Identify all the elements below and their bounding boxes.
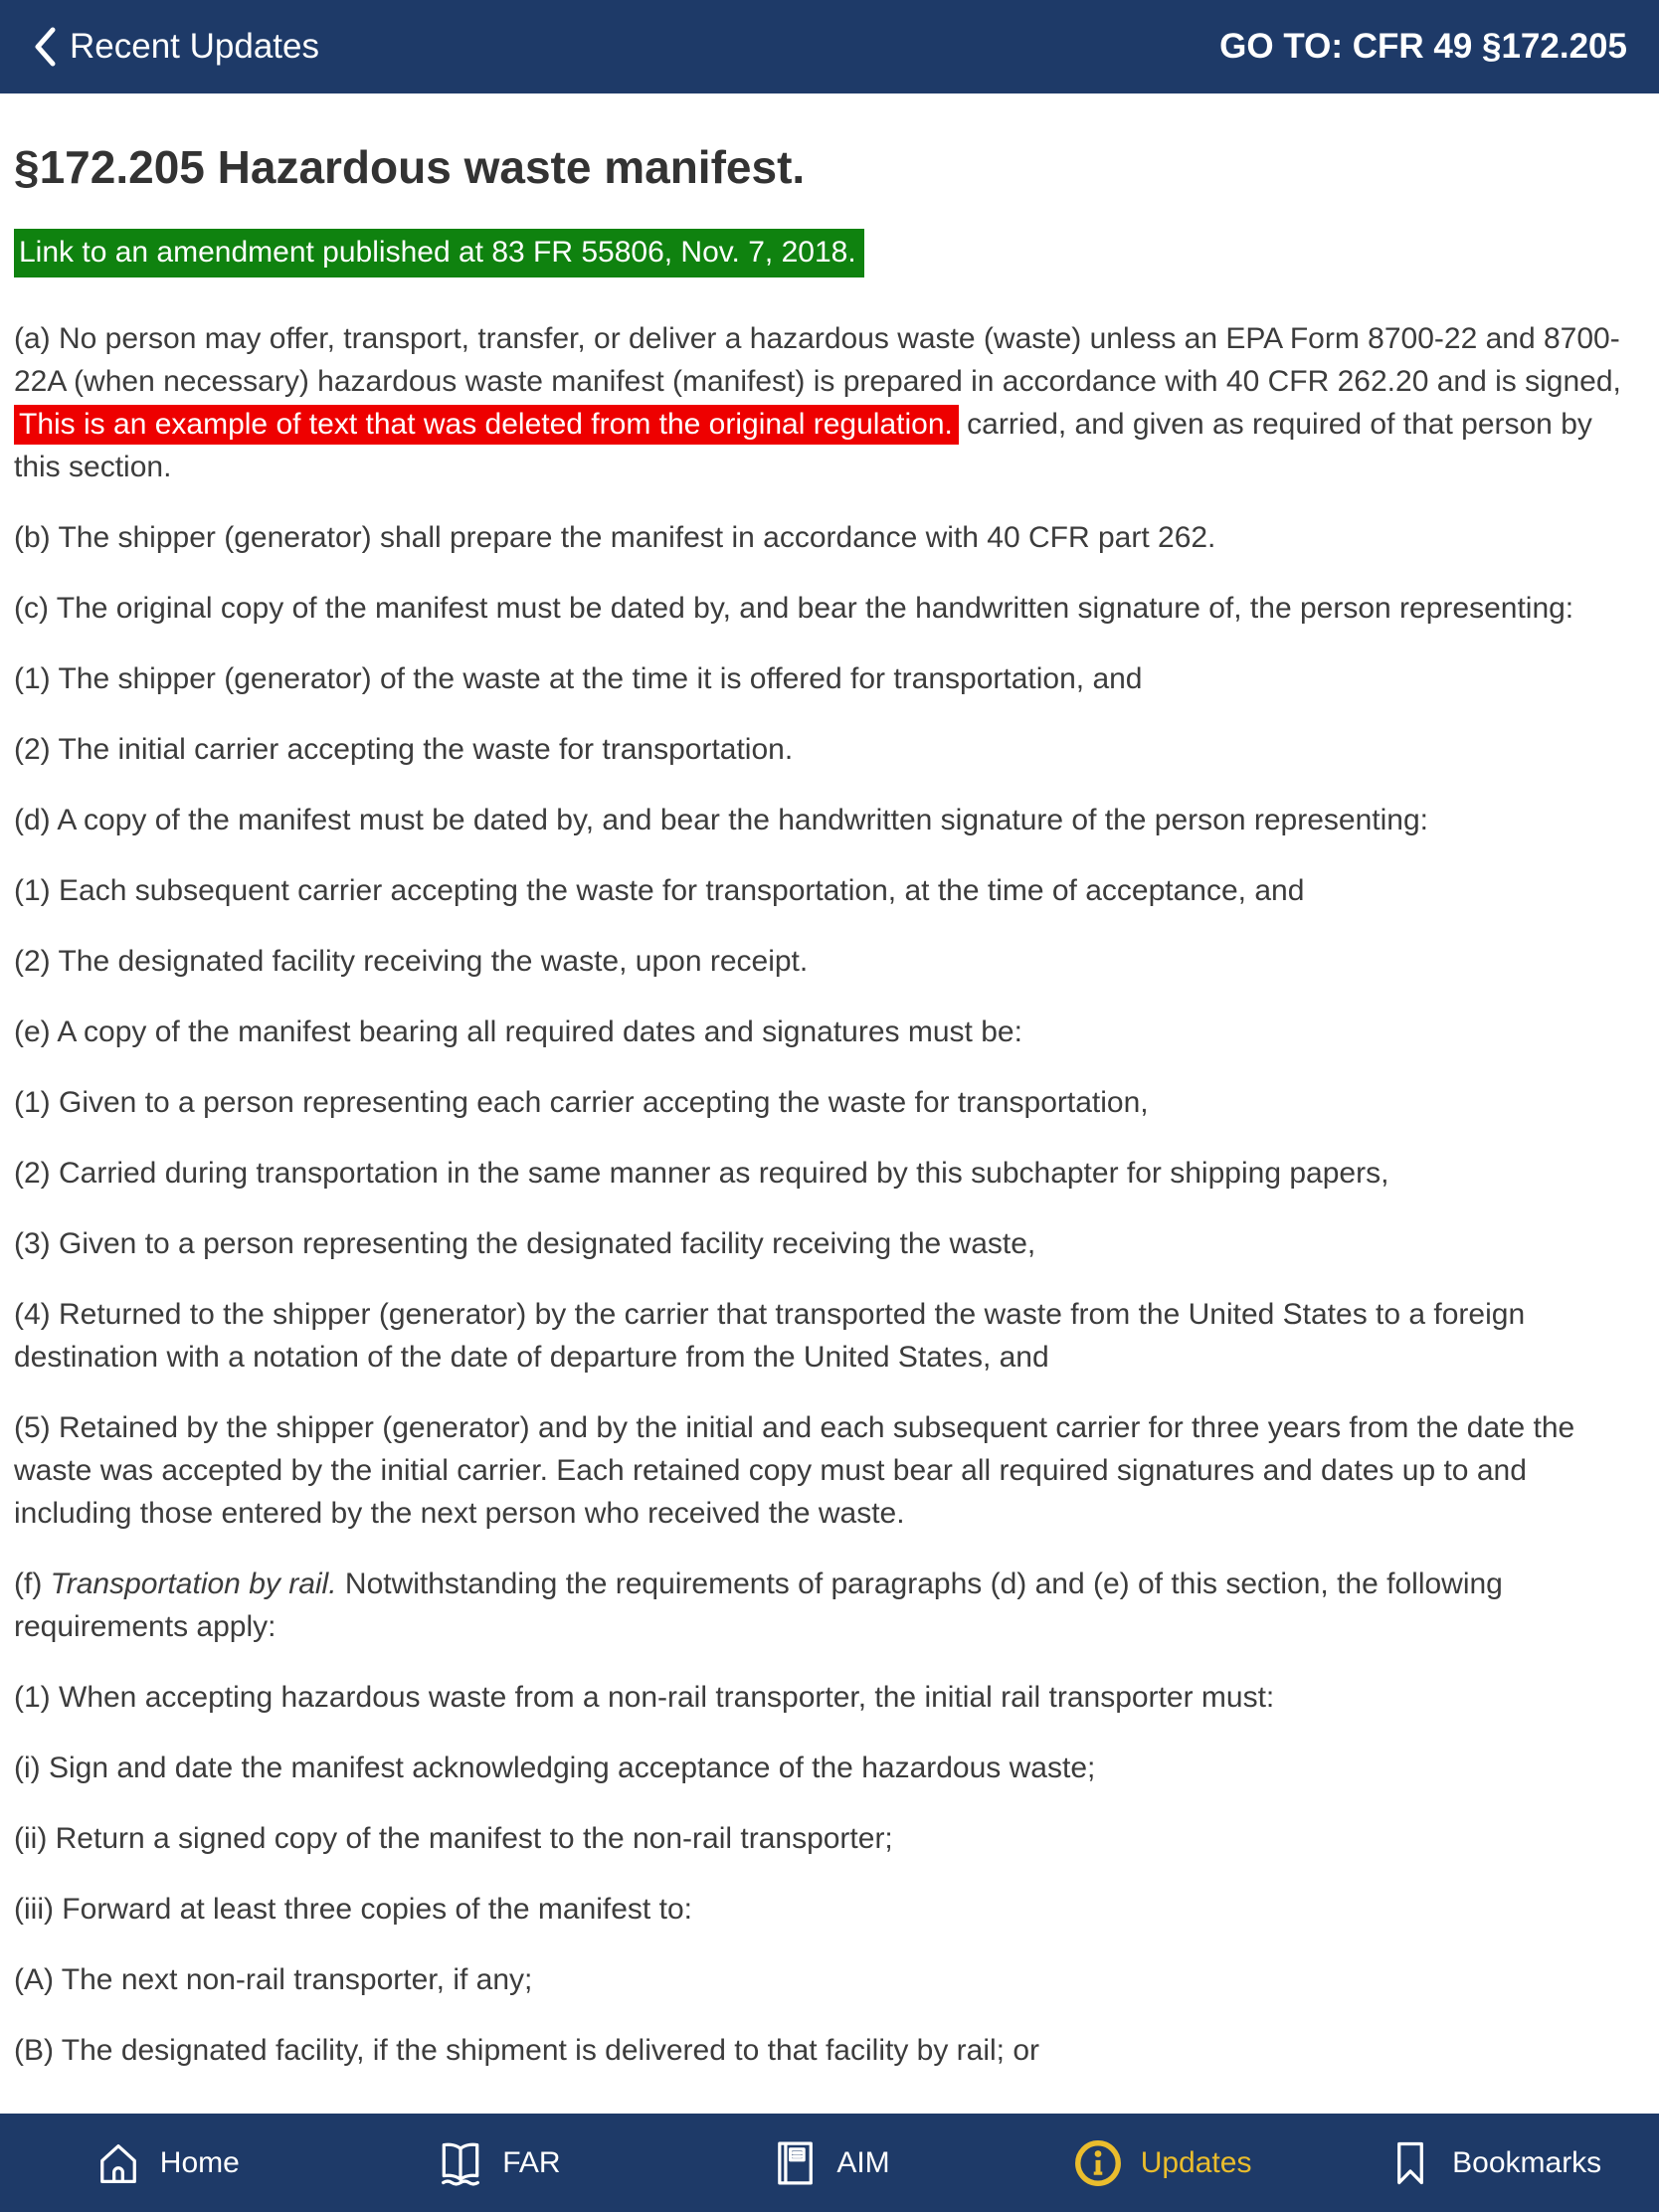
tab-aim-label: AIM bbox=[836, 2145, 890, 2179]
paragraph bbox=[14, 1406, 1641, 1535]
paragraph bbox=[14, 1817, 1641, 1860]
paragraph bbox=[14, 516, 1641, 559]
paragraph-text: (1) The shipper (generator) of the waste at the time it is offered for transportation, and bbox=[14, 662, 1143, 695]
paragraph bbox=[14, 1958, 1641, 2001]
italic-text: Transportation by rail. bbox=[50, 1567, 337, 1600]
paragraph-text: (5) Retained by the shipper (generator) and by the initial and each subsequent carrier for three years from the date the waste was accepted by the initial carrier. Each retained copy must bear all required signatures and dates up to and including those entered by the next person who received the waste. bbox=[14, 1411, 1575, 1530]
paragraph-text: (1) Each subsequent carrier accepting the waste for transportation, at the time of acceptance, and bbox=[14, 874, 1305, 907]
paragraph-text: (4) Returned to the shipper (generator) by the carrier that transported the waste from the United States to a foreign destination with a notation of the date of departure from the United States, and bbox=[14, 1298, 1526, 1374]
tab-updates-label: Updates bbox=[1140, 2145, 1252, 2179]
tab-home[interactable] bbox=[0, 2114, 332, 2212]
chevron-left-icon bbox=[32, 26, 58, 68]
paragraph-text: (1) Given to a person representing each carrier accepting the waste for transportation, bbox=[14, 1086, 1149, 1119]
open-book-icon bbox=[435, 2137, 486, 2189]
paragraph-text: (3) Given to a person representing the designated facility receiving the waste, bbox=[14, 1227, 1036, 1260]
section-title: §172.205 Hazardous waste manifest. bbox=[14, 141, 806, 193]
tab-bookmarks[interactable] bbox=[1327, 2114, 1659, 2212]
paragraph bbox=[14, 869, 1641, 912]
paragraph bbox=[14, 317, 1641, 488]
paragraph bbox=[14, 728, 1641, 771]
paragraph-text: (a) No person may offer, transport, transfer, or deliver a hazardous waste (waste) unless an EPA Form 8700-22 and 8700-22A (when necessary) hazardous waste manifest (manifest) is prepared in accordance with 40 CFR 262.20 and is signed, bbox=[14, 322, 1621, 398]
paragraph bbox=[14, 2029, 1641, 2072]
document-content bbox=[0, 93, 1659, 2114]
paragraph-text: (i) Sign and date the manifest acknowledging acceptance of the hazardous waste; bbox=[14, 1751, 1096, 1784]
paragraph bbox=[14, 1888, 1641, 1931]
paragraph bbox=[14, 657, 1641, 700]
paragraph-text: (e) A copy of the manifest bearing all required dates and signatures must be: bbox=[14, 1015, 1022, 1048]
amendment-link[interactable]: Link to an amendment published at 83 FR 55806, Nov. 7, 2018. bbox=[14, 229, 864, 277]
tab-aim[interactable] bbox=[663, 2114, 996, 2212]
manual-book-icon bbox=[769, 2137, 821, 2189]
top-navigation-bar bbox=[0, 0, 1659, 93]
paragraph bbox=[14, 1081, 1641, 1124]
tab-far[interactable] bbox=[332, 2114, 664, 2212]
paragraph-text: (f) bbox=[14, 1567, 51, 1600]
paragraph-text: (1) When accepting hazardous waste from a non-rail transporter, the initial rail transporter must: bbox=[14, 1681, 1275, 1714]
paragraph-text: (B) The designated facility, if the shipment is delivered to that facility by rail; or bbox=[14, 2034, 1040, 2067]
info-circle-icon bbox=[1071, 2136, 1125, 2190]
bottom-tab-bar bbox=[0, 2114, 1659, 2212]
paragraph-text: (iii) Forward at least three copies of the manifest to: bbox=[14, 1893, 692, 1926]
paragraph bbox=[14, 1747, 1641, 1789]
paragraph-text: (d) A copy of the manifest must be dated by, and bear the handwritten signature of the person representing: bbox=[14, 804, 1428, 836]
paragraph bbox=[14, 1676, 1641, 1719]
paragraph-text: (2) The initial carrier accepting the waste for transportation. bbox=[14, 733, 794, 766]
paragraph bbox=[14, 1563, 1641, 1648]
paragraph-text: (b) The shipper (generator) shall prepare the manifest in accordance with 40 CFR part 262. bbox=[14, 521, 1216, 554]
tab-updates[interactable] bbox=[996, 2114, 1328, 2212]
paragraph bbox=[14, 1152, 1641, 1195]
paragraph-text: carried, and given as required of that person by this section. bbox=[14, 408, 1592, 483]
tab-bookmarks-label: Bookmarks bbox=[1452, 2145, 1602, 2179]
paragraph bbox=[14, 940, 1641, 983]
paragraph-text: (ii) Return a signed copy of the manifest to the non-rail transporter; bbox=[14, 1822, 893, 1855]
back-button[interactable] bbox=[32, 26, 319, 68]
paragraph bbox=[14, 1222, 1641, 1265]
paragraph-text: (2) Carried during transportation in the same manner as required by this subchapter for shipping papers, bbox=[14, 1157, 1389, 1190]
paragraph bbox=[14, 1293, 1641, 1379]
paragraph-text: (c) The original copy of the manifest must be dated by, and bear the handwritten signature of, the person representing: bbox=[14, 592, 1574, 625]
paragraph bbox=[14, 1011, 1641, 1053]
goto-section-button[interactable]: GO TO: CFR 49 §172.205 bbox=[1219, 27, 1627, 66]
home-icon bbox=[92, 2137, 144, 2189]
paragraph bbox=[14, 587, 1641, 630]
paragraph bbox=[14, 799, 1641, 841]
deleted-text-highlight: This is an example of text that was deleted from the original regulation. bbox=[14, 405, 959, 445]
paragraph-text: (2) The designated facility receiving the waste, upon receipt. bbox=[14, 945, 809, 978]
tab-home-label: Home bbox=[159, 2145, 240, 2179]
back-button-label: Recent Updates bbox=[70, 27, 319, 66]
document-paragraphs bbox=[14, 317, 1641, 2072]
bookmark-icon bbox=[1384, 2137, 1436, 2189]
tab-far-label: FAR bbox=[502, 2145, 561, 2179]
paragraph-text: Notwithstanding the requirements of paragraphs (d) and (e) of this section, the following requirements apply: bbox=[14, 1567, 1503, 1643]
paragraph-text: (A) The next non-rail transporter, if any; bbox=[14, 1963, 533, 1996]
